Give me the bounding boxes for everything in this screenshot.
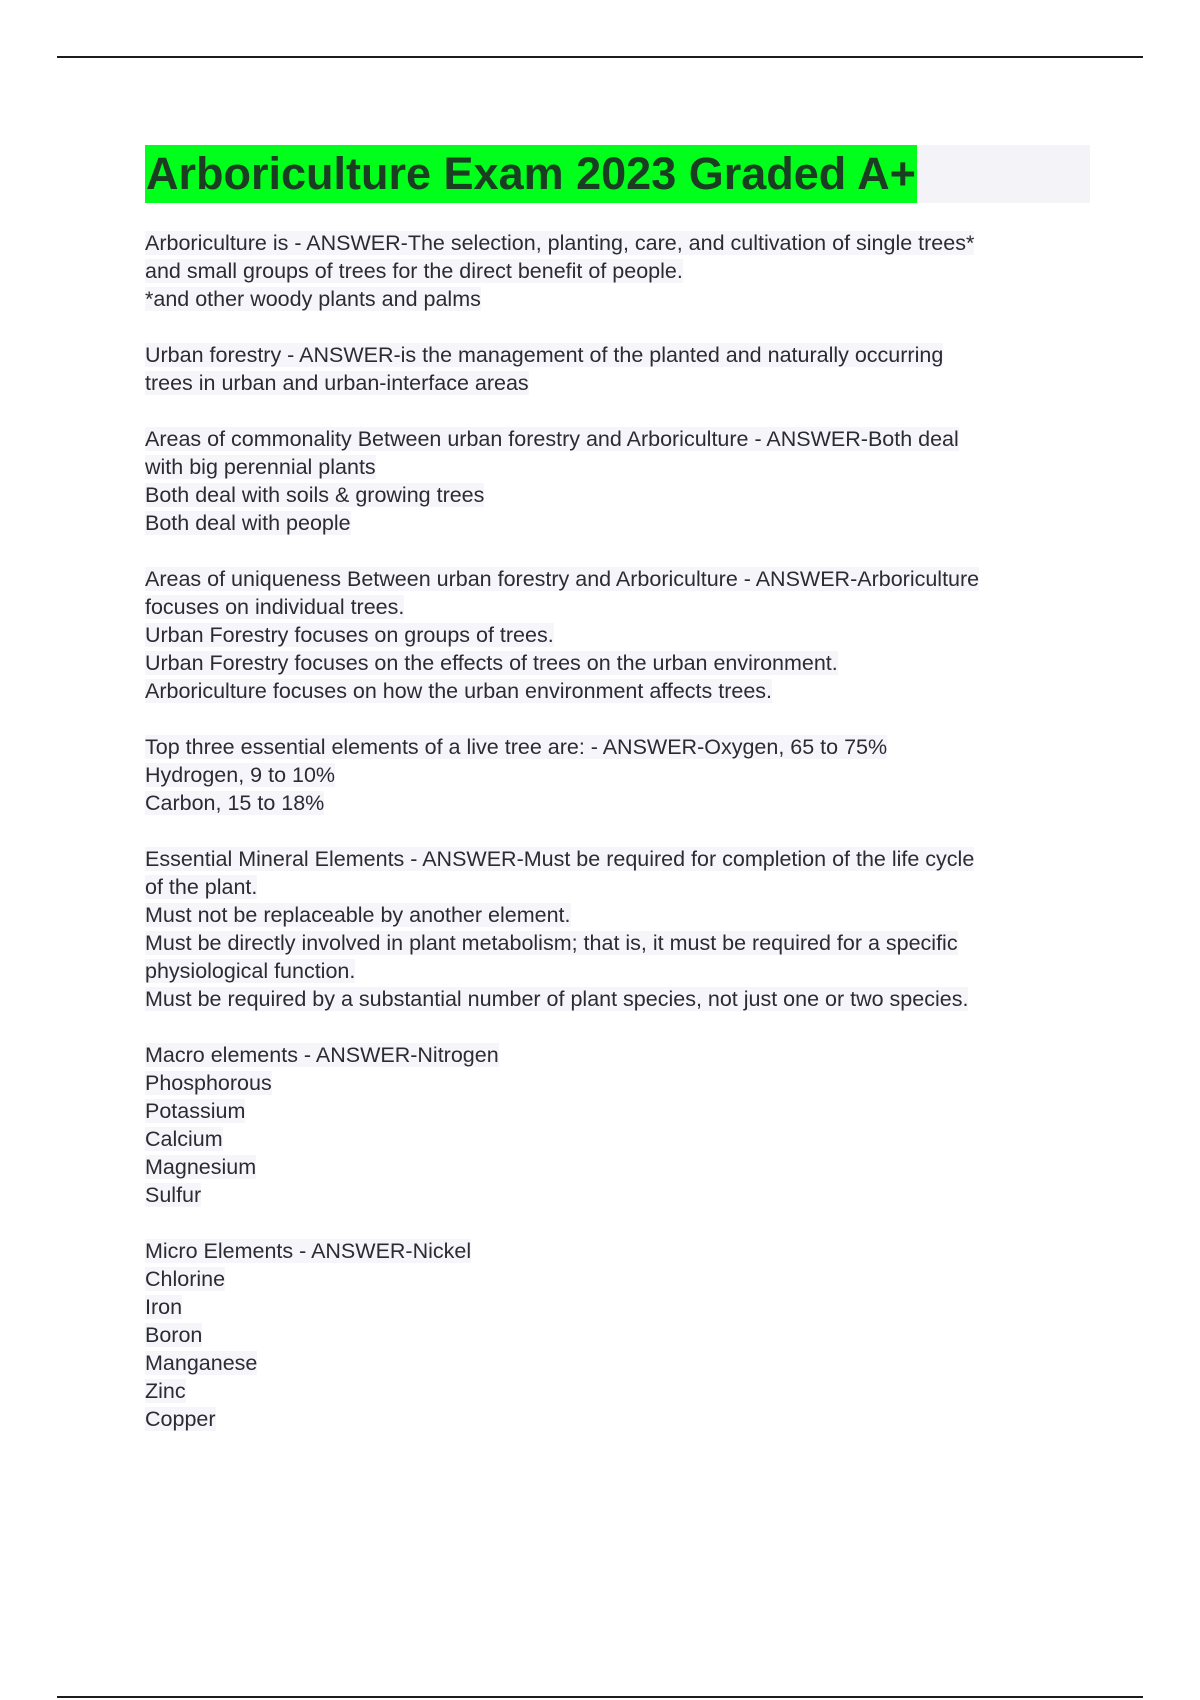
qa-entry-micro-elements xyxy=(145,1237,1090,1433)
qa-line: Chlorine xyxy=(145,1267,226,1291)
qa-line: Urban Forestry focuses on the effects of trees on the urban environment. xyxy=(145,651,838,675)
qa-line: Areas of commonality Between urban forestry and Arboriculture - ANSWER-Both deal xyxy=(145,427,959,451)
qa-line: Zinc xyxy=(145,1379,186,1403)
qa-line: Macro elements - ANSWER-Nitrogen xyxy=(145,1043,499,1067)
qa-line: Micro Elements - ANSWER-Nickel xyxy=(145,1239,472,1263)
qa-entry-mineral-elements xyxy=(145,845,1090,1013)
qa-line: Boron xyxy=(145,1323,203,1347)
qa-line: Magnesium xyxy=(145,1155,257,1179)
qa-line: Essential Mineral Elements - ANSWER-Must be required for completion of the life cycle xyxy=(145,847,975,871)
qa-line: trees in urban and urban-interface areas xyxy=(145,371,529,395)
qa-line: Potassium xyxy=(145,1099,246,1123)
qa-entry-macro-elements xyxy=(145,1041,1090,1209)
qa-line: Iron xyxy=(145,1295,183,1319)
qa-line: Phosphorous xyxy=(145,1071,272,1095)
document-body xyxy=(145,145,1090,1461)
qa-line: Manganese xyxy=(145,1351,258,1375)
qa-line: Must not be replaceable by another element. xyxy=(145,903,571,927)
qa-line: Carbon, 15 to 18% xyxy=(145,791,325,815)
qa-line: *and other woody plants and palms xyxy=(145,287,481,311)
qa-line: Areas of uniqueness Between urban forestry and Arboriculture - ANSWER-Arboriculture xyxy=(145,567,980,591)
qa-entry-urban-forestry xyxy=(145,341,1090,397)
qa-line: Urban Forestry focuses on groups of trees. xyxy=(145,623,554,647)
qa-entry-uniqueness xyxy=(145,565,1090,705)
qa-line: and small groups of trees for the direct benefit of people. xyxy=(145,259,683,283)
qa-line: Sulfur xyxy=(145,1183,202,1207)
qa-line: Both deal with people xyxy=(145,511,351,535)
qa-entry-commonality xyxy=(145,425,1090,537)
qa-line: Copper xyxy=(145,1407,216,1431)
qa-line: Arboriculture is - ANSWER-The selection, planting, care, and cultivation of single trees* xyxy=(145,231,975,255)
qa-line: Must be required by a substantial number of plant species, not just one or two species. xyxy=(145,987,969,1011)
qa-line: Top three essential elements of a live tree are: - ANSWER-Oxygen, 65 to 75% xyxy=(145,735,888,759)
qa-line: focuses on individual trees. xyxy=(145,595,405,619)
header-rule xyxy=(57,56,1143,58)
qa-line: Both deal with soils & growing trees xyxy=(145,483,485,507)
footer-rule xyxy=(57,1696,1143,1698)
qa-line: Urban forestry - ANSWER-is the management of the planted and naturally occurring xyxy=(145,343,944,367)
qa-line: with big perennial plants xyxy=(145,455,376,479)
qa-line: of the plant. xyxy=(145,875,258,899)
qa-line: Must be directly involved in plant metabolism; that is, it must be required for a specific xyxy=(145,931,958,955)
document-title: Arboriculture Exam 2023 Graded A+ xyxy=(145,145,917,203)
qa-line: Calcium xyxy=(145,1127,223,1151)
qa-line: physiological function. xyxy=(145,959,356,983)
qa-entry-essential-elements xyxy=(145,733,1090,817)
qa-entry-arboriculture xyxy=(145,229,1090,313)
title-bar xyxy=(145,145,1090,203)
qa-line: Hydrogen, 9 to 10% xyxy=(145,763,336,787)
qa-line: Arboriculture focuses on how the urban environment affects trees. xyxy=(145,679,773,703)
